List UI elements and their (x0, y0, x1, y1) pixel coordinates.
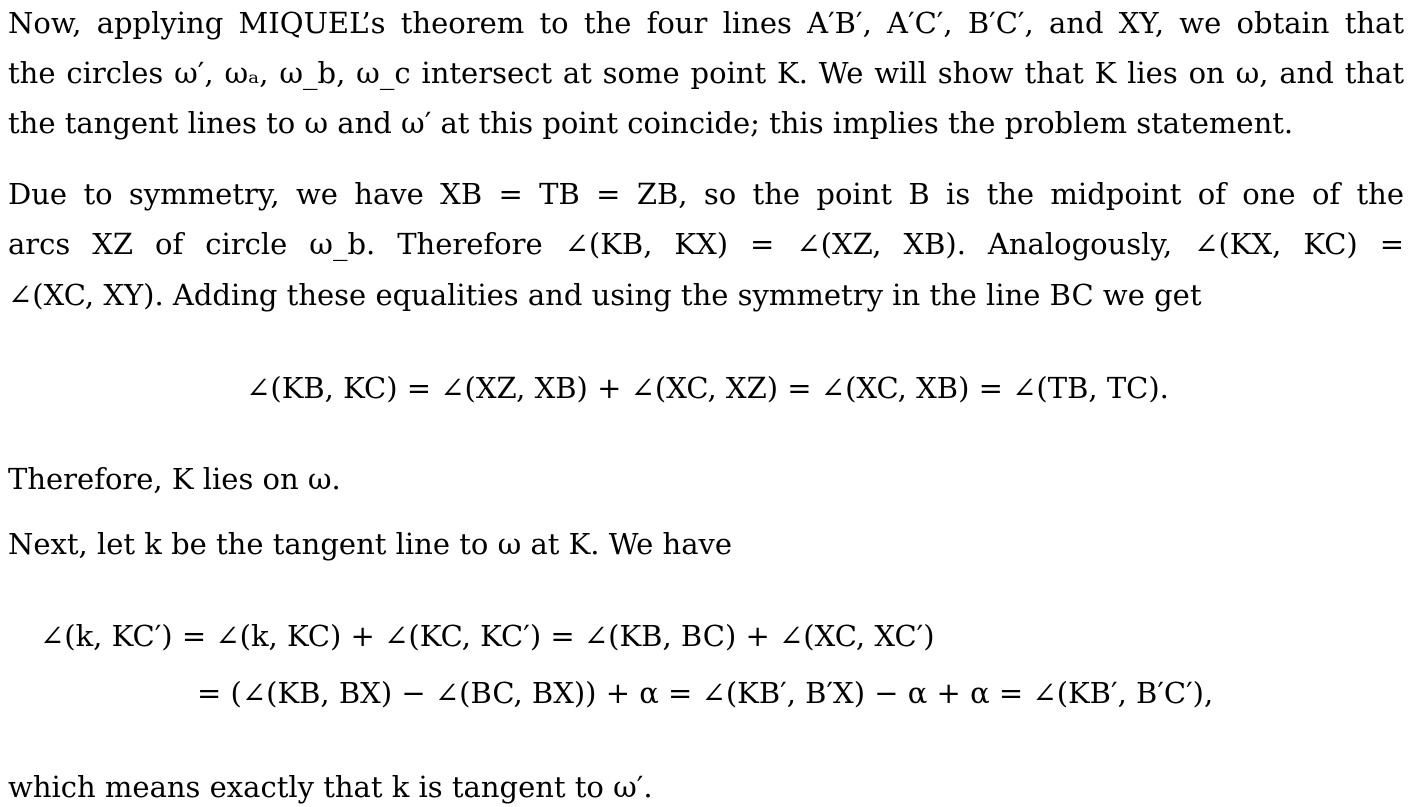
text-line: Next, let k be the tangent line to ω at K. We have (8, 527, 733, 561)
text-line: ∠(XC, XY). Adding these equalities and using the symmetry in the line BC we get (8, 278, 1202, 312)
text-line: Therefore, K lies on ω. (8, 462, 341, 496)
display-equation-angles: ∠(KB, KC) = ∠(XZ, XB) + ∠(XC, XZ) = ∠(XC, XB) = ∠(TB, TC). (246, 371, 1169, 405)
text-line: the tangent lines to ω and ω′ at this point coincide; this implies the problem statement. (8, 106, 1294, 140)
text-line: Due to symmetry, we have XB = TB = ZB, so the point B is the midpoint of one of the (8, 177, 1404, 211)
text-line: arcs XZ of circle ω_b. Therefore ∠(KB, KX) = ∠(XZ, XB). Analogously, ∠(KX, KC) = (8, 227, 1404, 261)
equation-line: ∠(k, KC′) = ∠(k, KC) + ∠(KC, KC′) = ∠(KB, BC) + ∠(XC, XC′) (40, 619, 935, 653)
text-line: Now, applying MIQUEL’s theorem to the four lines A′B′, A′C′, B′C′, and XY, we obtain that (8, 6, 1404, 40)
text-line: which means exactly that k is tangent to ω′. (8, 770, 653, 804)
equation-line: = (∠(KB, BX) − ∠(BC, BX)) + α = ∠(KB′, B′X) − α + α = ∠(KB′, B′C′), (197, 676, 1214, 710)
text-line: the circles ω′, ωₐ, ω_b, ω_c intersect at some point K. We will show that K lies on ω, and that (8, 56, 1404, 90)
